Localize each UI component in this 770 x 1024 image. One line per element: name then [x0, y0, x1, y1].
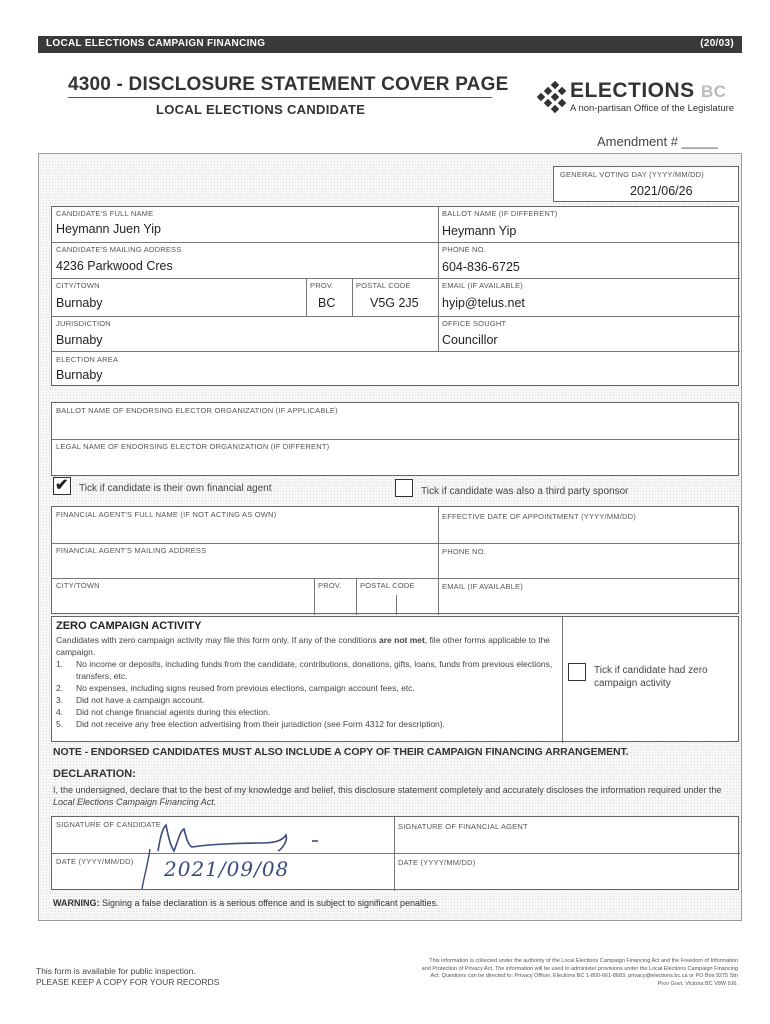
- amendment-number[interactable]: Amendment # _____: [597, 134, 718, 149]
- title-rule: [68, 97, 492, 98]
- agent-mailing-label: FINANCIAL AGENT'S MAILING ADDRESS: [56, 546, 207, 555]
- divider: [52, 578, 740, 579]
- footer-left-line2: PLEASE KEEP A COPY FOR YOUR RECORDS: [36, 977, 220, 987]
- date-label: DATE (YYYY/MM/DD): [56, 857, 134, 866]
- warning-text: [53, 898, 439, 908]
- prov-field[interactable]: BC: [318, 296, 336, 310]
- endorsed-note: NOTE - ENDORSED CANDIDATES MUST ALSO INCLUDE A COPY OF THEIR CAMPAIGN FINANCING ARRANGEMENT.: [53, 746, 629, 758]
- logo-bc: BC: [701, 82, 727, 101]
- voting-day-label: GENERAL VOTING DAY (YYYY/MM/DD): [560, 170, 704, 179]
- divider: [356, 578, 357, 615]
- banner-right: (20/03): [700, 38, 734, 49]
- privacy-notice: This information is collected under the authority of the Local Elections Campaign Financing Act and the Freedom of Information and Protection of Privacy Act. The information will be used to administer provisions under the Local Elections Campaign Financing Act. Questions can be directed to: Privacy Officer, Elections BC 1-800-661-8683, privacy@elections.bc.ca or PO Box 9275 Stn Prov Govt, Victoria BC V8W 9J6.: [421, 958, 738, 987]
- elections-bc-logo: [536, 80, 734, 114]
- elector-org-box: [51, 402, 739, 476]
- zero-item-3: Did not have a campaign account.: [76, 695, 205, 705]
- divider: [438, 507, 439, 615]
- candidate-name-label: CANDIDATE'S FULL NAME: [56, 209, 154, 218]
- form-body: [38, 153, 742, 921]
- email-field[interactable]: hyip@telus.net: [442, 296, 525, 310]
- zero-item-5: Did not receive any free election advertising from their jurisdiction (see Form 4312 for description).: [76, 719, 445, 729]
- zero-activity-tick-text: Tick if candidate had zero campaign activity: [594, 665, 708, 689]
- phone-field[interactable]: 604-836-6725: [442, 260, 520, 274]
- logo-text: ELECTIONS: [570, 79, 695, 102]
- mailing-address-label: CANDIDATE'S MAILING ADDRESS: [56, 245, 182, 254]
- zero-item-2: No expenses, including signs reused from previous elections, campaign account fees, etc.: [76, 683, 415, 693]
- zero-item-1: No income or deposits, including funds from the candidate, contributions, donations, gifts, loans, funds from previous elections, transfers, etc.: [76, 659, 553, 681]
- third-party-sponsor-text: Tick if candidate was also a third party sponsor: [421, 486, 629, 497]
- date-value[interactable]: 2021/09/08: [164, 857, 290, 881]
- office-field[interactable]: Councillor: [442, 333, 498, 347]
- intro-a: Candidates with zero campaign activity may file this form only. If any of the conditions: [56, 635, 379, 645]
- divider: [52, 439, 740, 440]
- zero-activity-checkbox[interactable]: [568, 663, 586, 681]
- page-title: 4300 - DISCLOSURE STATEMENT COVER PAGE: [68, 74, 509, 95]
- agent-city-label: CITY/TOWN: [56, 581, 100, 590]
- divider: [396, 595, 397, 615]
- prov-label: PROV.: [310, 281, 334, 290]
- divider: [314, 578, 315, 615]
- jurisdiction-label: JURISDICTION: [56, 319, 111, 328]
- divider: [52, 316, 740, 317]
- item-number: 2.: [56, 683, 64, 693]
- zero-activity-title: ZERO CAMPAIGN ACTIVITY: [56, 620, 202, 632]
- divider: [52, 278, 740, 279]
- banner-left: LOCAL ELECTIONS CAMPAIGN FINANCING: [46, 38, 266, 49]
- divider: [352, 278, 353, 316]
- elector-ballot-label: BALLOT NAME OF ENDORSING ELECTOR ORGANIZATION (IF APPLICABLE): [56, 406, 338, 415]
- form-banner: [38, 36, 742, 53]
- logo-tagline: A non-partisan Office of the Legislature: [570, 103, 735, 114]
- divider: [562, 617, 563, 743]
- item-number: 4.: [56, 707, 64, 717]
- agent-postal-label: POSTAL CODE: [360, 581, 415, 590]
- declaration-act: Local Elections Campaign Financing Act.: [53, 797, 217, 807]
- agent-name-label: FINANCIAL AGENT'S FULL NAME (IF NOT ACTING AS OWN): [56, 510, 277, 519]
- divider: [306, 278, 307, 316]
- voting-day-value: 2021/06/26: [630, 184, 693, 198]
- phone-label: PHONE NO.: [442, 245, 486, 254]
- warning-label: WARNING:: [53, 898, 100, 908]
- sig-candidate-label: SIGNATURE OF CANDIDATE: [56, 820, 161, 829]
- own-agent-text: Tick if candidate is their own financial agent: [79, 483, 272, 494]
- agent-phone-label: PHONE NO.: [442, 547, 486, 556]
- zero-activity-intro: [56, 635, 560, 658]
- postal-label: POSTAL CODE: [356, 281, 411, 290]
- zero-item-4: Did not change financial agents during this election.: [76, 707, 271, 717]
- intro-b: are not met: [379, 635, 425, 645]
- candidate-info-box: [51, 206, 739, 386]
- divider: [52, 351, 740, 352]
- postal-field[interactable]: V5G 2J5: [370, 296, 419, 310]
- item-number: 3.: [56, 695, 64, 705]
- agent-info-box: [51, 506, 739, 614]
- divider: [52, 242, 740, 243]
- page-subtitle: LOCAL ELECTIONS CANDIDATE: [156, 102, 366, 117]
- checkmark-icon: ✔: [55, 477, 69, 494]
- own-agent-checkbox[interactable]: [53, 477, 71, 495]
- jurisdiction-field[interactable]: Burnaby: [56, 333, 103, 347]
- election-area-field[interactable]: Burnaby: [56, 368, 103, 382]
- email-label: EMAIL (IF AVAILABLE): [442, 281, 523, 290]
- third-party-sponsor-checkbox[interactable]: [395, 479, 413, 497]
- candidate-name-field[interactable]: Heymann Juen Yip: [56, 222, 161, 236]
- footer-left-line1: This form is available for public inspection.: [36, 966, 196, 976]
- logo-mark-icon: [536, 82, 566, 112]
- date-agent-label: DATE (YYYY/MM/DD): [398, 858, 476, 867]
- warning-body: Signing a false declaration is a serious offence and is subject to significant penalties.: [99, 898, 439, 908]
- appointment-date-label: EFFECTIVE DATE OF APPOINTMENT (YYYY/MM/DD): [442, 512, 636, 521]
- intro-c: , file other forms applicable to the campaign.: [56, 635, 551, 657]
- logo-wordmark: [570, 80, 734, 101]
- office-label: OFFICE SOUGHT: [442, 319, 507, 328]
- election-area-label: ELECTION AREA: [56, 355, 119, 364]
- ballot-name-label: BALLOT NAME (IF DIFFERENT): [442, 209, 558, 218]
- signature-box: [51, 816, 739, 890]
- sig-agent-label: SIGNATURE OF FINANCIAL AGENT: [398, 822, 528, 831]
- city-label: CITY/TOWN: [56, 281, 100, 290]
- item-number: 1.: [56, 659, 64, 669]
- zero-activity-box: [51, 616, 739, 742]
- voting-day-box[interactable]: [553, 166, 739, 202]
- ballot-name-field[interactable]: Heymann Yip: [442, 224, 517, 238]
- divider: [52, 543, 740, 544]
- agent-email-label: EMAIL (IF AVAILABLE): [442, 582, 523, 591]
- declaration-text-a: I, the undersigned, declare that to the best of my knowledge and belief, this disclosure statement completely and accurately discloses the information required under the: [53, 785, 722, 795]
- city-field[interactable]: Burnaby: [56, 296, 103, 310]
- agent-prov-label: PROV.: [318, 581, 342, 590]
- mailing-address-field[interactable]: 4236 Parkwood Cres: [56, 259, 173, 273]
- divider: [394, 817, 395, 891]
- item-number: 5.: [56, 719, 64, 729]
- declaration-title: DECLARATION:: [53, 768, 136, 780]
- footer-left: [36, 966, 219, 988]
- divider: [438, 207, 439, 351]
- elector-legal-label: LEGAL NAME OF ENDORSING ELECTOR ORGANIZATION (IF DIFFERENT): [56, 442, 330, 451]
- declaration-text: [53, 784, 733, 808]
